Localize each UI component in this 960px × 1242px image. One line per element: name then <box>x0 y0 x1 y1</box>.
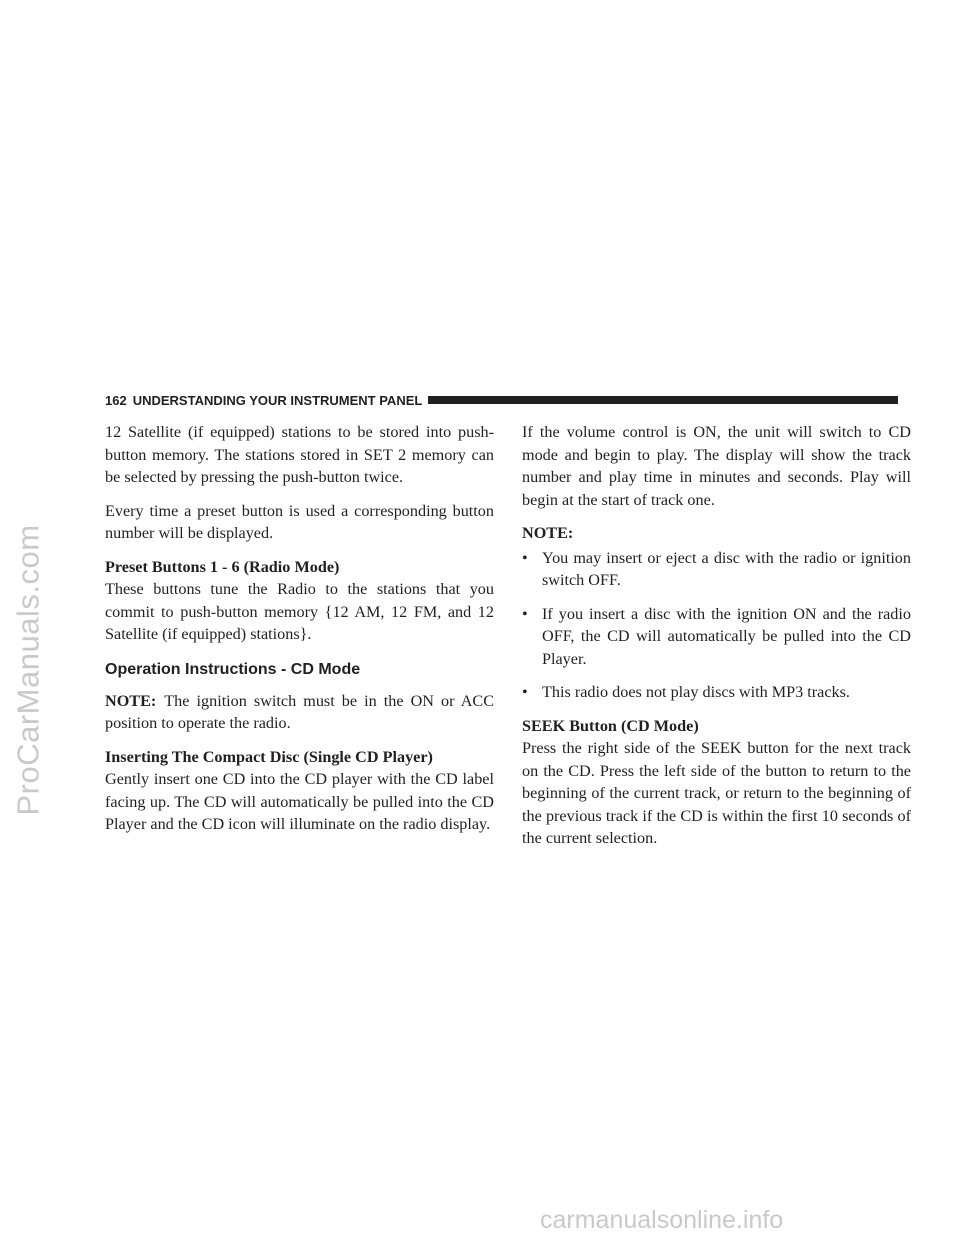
note-text: The ignition switch must be in the ON or ACC position to operate the radio. <box>105 691 494 732</box>
ignition-note <box>105 690 494 735</box>
note-label: NOTE: <box>105 691 157 710</box>
volume-paragraph: If the volume control is ON, the unit will switch to CD mode and begin to play. The display will show the track number and play time in minutes and seconds. Play will begin at the start of track one. <box>522 423 911 509</box>
page-header <box>105 392 898 408</box>
inserting-cd-section <box>105 746 494 836</box>
side-watermark <box>2 460 56 880</box>
seek-text: Press the right side of the SEEK button for the next track on the CD. Press the left side of the button to return to the beginning of the current track, or return to the beginning of the previous track if the CD is within the first 10 seconds of the current selection. <box>522 739 911 847</box>
list-item <box>522 681 911 704</box>
cd-mode-heading: Operation Instructions - CD Mode <box>105 660 361 678</box>
right-column <box>522 421 911 861</box>
bullet: • <box>522 604 528 623</box>
inserting-cd-heading: Inserting The Compact Disc (Single CD Player) <box>105 747 433 766</box>
bullet: • <box>522 548 528 567</box>
bottom-watermark: carmanualsonline.info <box>540 1206 784 1234</box>
list-item <box>522 547 911 592</box>
bullet: • <box>522 683 528 701</box>
side-watermark-text: ProCarManuals.com <box>11 524 47 816</box>
preset-display-paragraph: Every time a preset button is used a corresponding button number will be displayed. <box>105 501 494 542</box>
list-item-text: This radio does not play discs with MP3 tracks. <box>542 683 850 701</box>
inserting-cd-text: Gently insert one CD into the CD player with the CD label facing up. The CD will automatically be pulled into the CD Player and the CD icon will illuminate on the radio display. <box>105 770 494 833</box>
storage-paragraph: 12 Satellite (if equipped) stations to be stored into push-button memory. The stations stored in SET 2 memory can be selected by pressing the push-button twice. <box>105 423 494 486</box>
preset-buttons-heading: Preset Buttons 1 - 6 (Radio Mode) <box>105 557 340 576</box>
preset-buttons-text: These buttons tune the Radio to the stations that you commit to push-button memory {12 AM, 12 FM, and 12 Satellite (if equipped) stations}. <box>105 580 494 643</box>
seek-section <box>522 715 911 850</box>
left-column <box>105 421 494 847</box>
header-rule <box>428 396 898 404</box>
note-list <box>522 547 911 704</box>
page-number: 162 <box>105 392 127 408</box>
note-title: NOTE: <box>522 524 574 542</box>
list-item-text: If you insert a disc with the ignition ON and the radio OFF, the CD will automatically be pulled into the CD Player. <box>542 604 911 668</box>
preset-buttons-section <box>105 556 494 646</box>
seek-heading: SEEK Button (CD Mode) <box>522 716 699 735</box>
list-item-text: You may insert or eject a disc with the radio or ignition switch OFF. <box>542 548 911 589</box>
list-item <box>522 603 911 671</box>
section-title: UNDERSTANDING YOUR INSTRUMENT PANEL <box>132 392 423 408</box>
